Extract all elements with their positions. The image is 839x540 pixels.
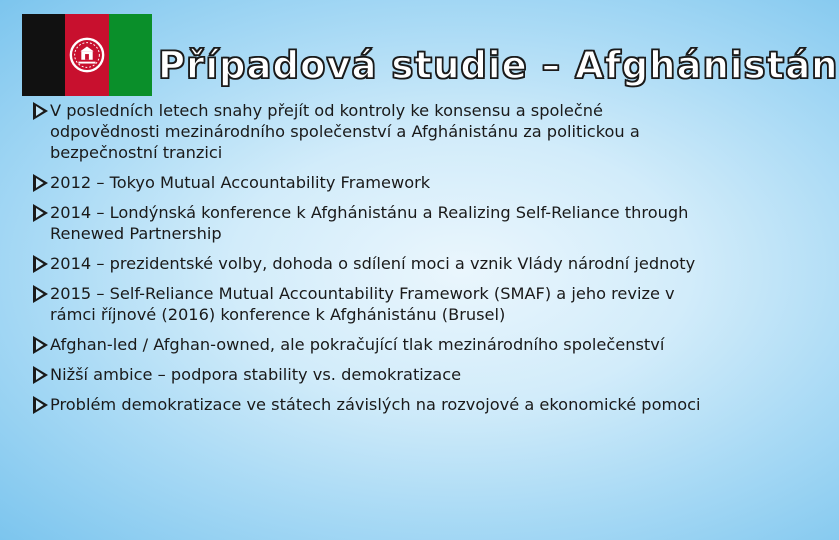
bullet-item bbox=[32, 283, 708, 325]
arrow-bullet-icon bbox=[32, 365, 50, 385]
bullet-item bbox=[32, 394, 708, 415]
bullet-text: 2014 – prezidentské volby, dohoda o sdílení moci a vznik Vlády národní jednoty bbox=[50, 254, 696, 273]
bullet-item bbox=[32, 100, 708, 163]
flag-stripe-red bbox=[65, 14, 108, 96]
arrow-bullet-icon bbox=[32, 101, 50, 121]
bullet-text: 2015 – Self-Reliance Mutual Accountability Framework (SMAF) a jeho revize v rámci říjnové (2016) konference k Afghánistánu (Brusel) bbox=[50, 284, 675, 324]
bullet-text: 2012 – Tokyo Mutual Accountability Framework bbox=[50, 173, 431, 192]
bullet-item bbox=[32, 202, 708, 244]
bullet-text: Afghan-led / Afghan-owned, ale pokračující tlak mezinárodního společenství bbox=[50, 335, 665, 354]
bullet-list bbox=[32, 100, 708, 424]
bullet-item bbox=[32, 334, 708, 355]
bullet-text: 2014 – Londýnská konference k Afghánistánu a Realizing Self-Reliance through Renewed Partnership bbox=[50, 203, 689, 243]
flag-stripe-black bbox=[22, 14, 65, 96]
arrow-bullet-icon bbox=[32, 173, 50, 193]
arrow-bullet-icon bbox=[32, 395, 50, 415]
bullet-item bbox=[32, 253, 708, 274]
emblem-icon bbox=[68, 36, 106, 74]
arrow-bullet-icon bbox=[32, 284, 50, 304]
bullet-text: Nižší ambice – podpora stability vs. demokratizace bbox=[50, 365, 462, 384]
bullet-text: V posledních letech snahy přejít od kontroly ke konsensu a společné odpovědnosti mezinárodního společenství a Afghánistánu za politickou a bezpečnostní tranzici bbox=[50, 101, 640, 162]
bullet-item bbox=[32, 172, 708, 193]
arrow-bullet-icon bbox=[32, 335, 50, 355]
flag-stripe-green bbox=[109, 14, 152, 96]
arrow-bullet-icon bbox=[32, 254, 50, 274]
bullet-text: Problém demokratizace ve státech závislých na rozvojové a ekonomické pomoci bbox=[50, 395, 701, 414]
afghanistan-flag bbox=[22, 14, 152, 96]
arrow-bullet-icon bbox=[32, 203, 50, 223]
bullet-item bbox=[32, 364, 708, 385]
slide-title: Případová studie – Afghánistán bbox=[158, 44, 839, 87]
